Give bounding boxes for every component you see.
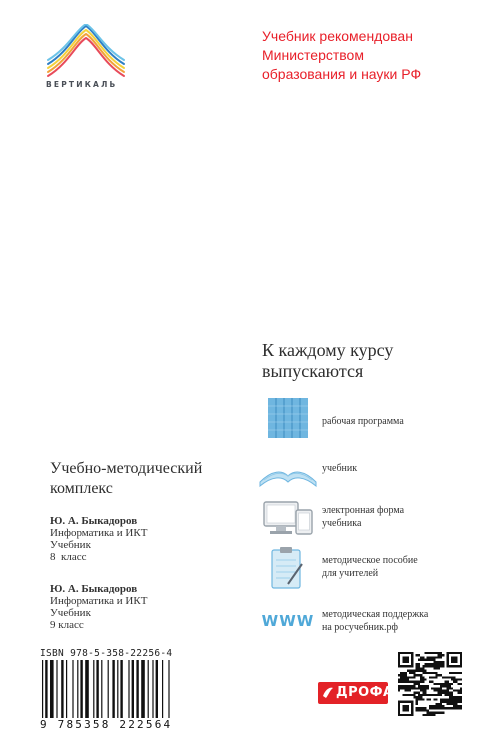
drofa-bird-icon	[322, 686, 334, 700]
course-label	[322, 554, 418, 580]
book-grade: 9 класс	[50, 619, 84, 631]
course-item-online-support	[258, 598, 488, 644]
www-text: WWW	[261, 612, 315, 630]
complex-title-line: комплекс	[50, 480, 113, 497]
course-label	[322, 415, 404, 428]
book-author: Ю. А. Быкадоров	[50, 583, 138, 595]
course-label	[322, 504, 404, 530]
book-author: Ю. А. Быкадоров	[50, 515, 138, 527]
recommendation-line: образования и науки РФ	[262, 66, 422, 82]
logo-text: ВЕРТИКАЛЬ	[46, 80, 118, 89]
www-icon	[258, 598, 318, 644]
course-label-line: электронная форма	[322, 505, 405, 516]
course-label-line: учебника	[322, 518, 362, 529]
book-entry	[50, 515, 147, 563]
book-type: Учебник	[50, 607, 91, 619]
book-type: Учебник	[50, 539, 91, 551]
courses-heading-line: выпускаются	[262, 361, 364, 381]
course-item-teacher-guide	[258, 546, 488, 592]
complex-title-line: Учебно-методический	[50, 460, 203, 477]
clipboard-pen-icon	[258, 546, 318, 592]
course-label-line: методическое пособие	[322, 555, 418, 566]
qr-code	[398, 652, 462, 716]
computer-tablet-icon	[258, 496, 318, 542]
courses-heading	[262, 340, 393, 382]
barcode-digits: 9 785358 222564	[40, 718, 173, 731]
course-label	[322, 608, 428, 634]
book-subject: Информатика и ИКТ	[50, 595, 148, 607]
book-entry	[50, 583, 147, 631]
recommendation-text	[262, 27, 482, 84]
recommendation-line: Министерством	[262, 47, 364, 63]
course-label	[322, 462, 357, 475]
recommendation-line: Учебник рекомендован	[262, 28, 413, 44]
barcode	[40, 660, 208, 718]
course-label-line: учебник	[322, 463, 358, 474]
course-label-line: методическая поддержка	[322, 609, 429, 620]
course-item-textbook	[258, 448, 488, 494]
book-subject: Информатика и ИКТ	[50, 527, 148, 539]
book-grade: 8 класс	[50, 551, 87, 563]
complex-title	[50, 459, 202, 499]
courses-heading-line: К каждому курсу	[262, 340, 394, 360]
isbn-text: ISBN 978-5-358-22256-4	[40, 648, 173, 659]
course-item-electronic	[258, 496, 488, 542]
drofa-logo	[318, 682, 394, 704]
course-label-line: на росучебник.рф	[322, 622, 398, 633]
course-label-line: рабочая программа	[322, 416, 404, 427]
course-item-work-program	[258, 396, 488, 442]
open-book-icon	[258, 448, 318, 494]
course-label-line: для учителей	[322, 568, 379, 579]
drofa-text: ДРОФА	[336, 685, 394, 700]
ruled-binders-icon	[258, 396, 318, 442]
